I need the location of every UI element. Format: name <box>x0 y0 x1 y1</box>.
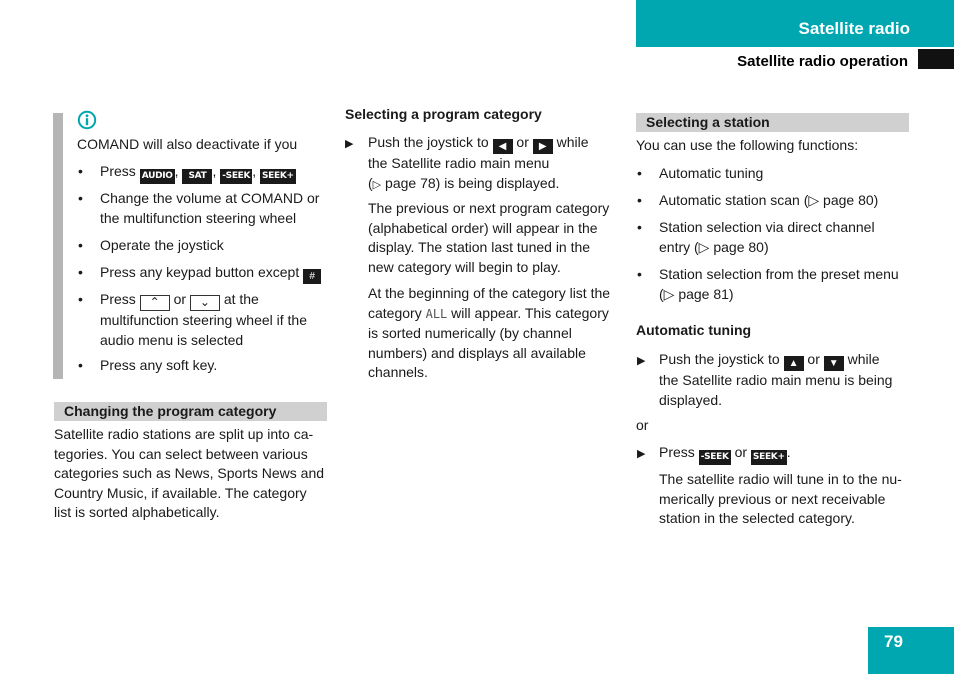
or-text: or <box>636 417 649 433</box>
bullet: • <box>78 190 83 206</box>
auto-result: The satellite radio will tune in to the nu- merically previous or next receivable station in the selected category. <box>659 471 902 526</box>
seek-minus-key: -SEEK <box>220 169 252 184</box>
station-bullet-auto: Automatic tuning <box>659 165 764 181</box>
joystick-left-icon: ◀ <box>493 139 513 154</box>
joystick-down-icon: ▼ <box>824 356 844 371</box>
info-lead: COMAND will also deactivate if you <box>77 136 298 152</box>
program-paragraph-1: The previous or next program category (alphabetical order) will appear in the display. The station last tuned in the new category will begin to play. <box>368 200 610 275</box>
bullet: • <box>637 219 642 235</box>
info-bar <box>53 113 63 379</box>
bullet: • <box>78 237 83 253</box>
sat-key: SAT <box>182 169 212 184</box>
bullet: • <box>78 163 83 179</box>
bullet: • <box>78 291 83 307</box>
page-number: 79 <box>884 632 903 651</box>
joystick-right-icon: ▶ <box>533 139 553 154</box>
chapter-title: Satellite radio <box>798 19 910 38</box>
seek-minus-key: -SEEK <box>699 450 731 465</box>
station-bullet-scan: Automatic station scan (▷ page 80) <box>659 192 879 208</box>
info-item-keys: Press AUDIO , SAT , -SEEK , SEEK+ <box>100 162 296 184</box>
program-step: Push the joystick to ◀ or ▶ while the Satellite radio main menu (▷ page 78) is being displayed. <box>368 134 589 191</box>
info-icon <box>77 109 97 131</box>
station-bullet-preset: Station selection from the preset menu (▷ page 81) <box>659 266 899 302</box>
program-paragraph-2: At the beginning of the category list the category ALL will appear. This category is sorted numerically (by channel numbers) and displays all available channels. <box>368 285 611 380</box>
info-item-joystick: Operate the joystick <box>100 237 224 253</box>
info-item-keypad: Press any keypad button except # <box>100 263 321 284</box>
station-bullet-direct: Station selection via direct channel entry (▷ page 80) <box>659 219 875 255</box>
steering-down-icon: ⌄ <box>190 295 220 311</box>
section-header-station: Selecting a station <box>636 113 909 132</box>
page-number-box <box>868 627 954 674</box>
bullet: • <box>637 165 642 181</box>
section-subtitle: Satellite radio operation <box>737 53 908 70</box>
bullet: • <box>637 192 642 208</box>
hash-key: # <box>303 269 321 284</box>
joystick-up-icon: ▲ <box>784 356 804 371</box>
section-header-category: Changing the program category <box>54 402 327 421</box>
auto-step-1: Push the joystick to ▲ or ▼ while the Satellite radio main menu is being displayed. <box>659 351 893 408</box>
category-paragraph: Satellite radio stations are split up into ca- tegories. You can select between various categories such as News, Sports News and Country Music, if available. The category list is sorted alphabetically. <box>54 426 325 520</box>
info-item-softkey: Press any soft key. <box>100 357 218 373</box>
step-arrow-icon: ▶ <box>637 355 646 367</box>
seek-plus-key: SEEK+ <box>751 450 787 465</box>
ref-arrow-icon: ▷ <box>372 178 382 191</box>
seek-plus-key: SEEK+ <box>260 169 296 184</box>
all-category-code: ALL <box>425 306 448 321</box>
info-item-steering: Press ⌃ or ⌄ at the multifunction steering wheel if the audio menu is selected <box>100 291 307 348</box>
automatic-tuning-title: Automatic tuning <box>636 322 752 338</box>
bullet: • <box>637 266 642 282</box>
thumb-tab <box>918 49 954 69</box>
bullet: • <box>78 357 83 373</box>
bullet: • <box>78 264 83 280</box>
audio-key: AUDIO <box>140 169 175 184</box>
step-arrow-icon: ▶ <box>345 138 354 150</box>
steering-up-icon: ⌃ <box>140 295 170 311</box>
info-item-volume: Change the volume at COMAND or the multifunction steering wheel <box>100 190 320 226</box>
station-intro: You can use the following functions: <box>636 137 859 153</box>
step-arrow-icon: ▶ <box>637 448 646 460</box>
program-category-title: Selecting a program category <box>345 106 542 122</box>
auto-step-2: Press -SEEK or SEEK+ . <box>659 443 791 465</box>
